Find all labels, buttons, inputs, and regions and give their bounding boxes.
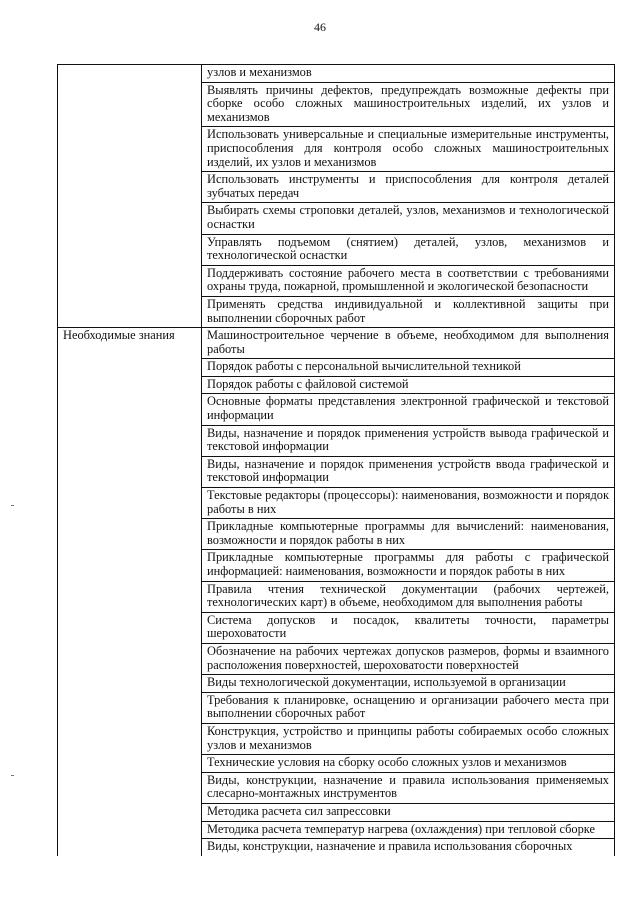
knowledge-item: Виды технологической документации, используемой в организации xyxy=(202,675,615,693)
scan-mark xyxy=(11,775,14,776)
skills-label-cell xyxy=(58,65,202,328)
skills-item: Использовать инструменты и приспособления для контроля деталей зубчатых передач xyxy=(202,172,615,203)
knowledge-item: Виды, конструкции, назначение и правила использования сборочных xyxy=(202,839,615,856)
skills-item: Поддерживать состояние рабочего места в соответствии с требованиями охраны труда, пожарной, промышленной и экологической безопасности xyxy=(202,265,615,296)
knowledge-item: Прикладные компьютерные программы для вычислений: наименования, возможности и порядок работы в них xyxy=(202,519,615,550)
knowledge-item: Виды, конструкции, назначение и правила использования применяемых слесарно-монтажных инструментов xyxy=(202,772,615,803)
table-row xyxy=(58,328,615,359)
knowledge-item: Текстовые редакторы (процессоры): наименования, возможности и порядок работы в них xyxy=(202,488,615,519)
knowledge-item: Виды, назначение и порядок применения устройств вывода графической и текстовой информации xyxy=(202,425,615,456)
knowledge-item: Система допусков и посадок, квалитеты точности, параметры шероховатости xyxy=(202,612,615,643)
knowledge-item: Прикладные компьютерные программы для работы с графической информацией: наименования, возможности и порядок работы в них xyxy=(202,550,615,581)
knowledge-label-cell xyxy=(58,328,202,856)
table-row xyxy=(58,65,615,83)
skills-item: Использовать универсальные и специальные измерительные инструменты, приспособления для контроля особо сложных машиностроительных изделий, их узлов и механизмов xyxy=(202,127,615,172)
knowledge-item: Машиностроительное черчение в объеме, необходимом для выполнения работы xyxy=(202,328,615,359)
knowledge-label: Необходимые знания xyxy=(63,328,175,343)
requirements-table xyxy=(57,64,615,856)
knowledge-item: Правила чтения технической документации (рабочих чертежей, технологических карт) в объеме, необходимом для выполнения работы xyxy=(202,581,615,612)
knowledge-item: Основные форматы представления электронной графической и текстовой информации xyxy=(202,394,615,425)
page-number: 46 xyxy=(314,20,326,34)
knowledge-item: Технические условия на сборку особо сложных узлов и механизмов xyxy=(202,755,615,773)
skills-item: узлов и механизмов xyxy=(202,65,615,83)
knowledge-item: Порядок работы с персональной вычислительной техникой xyxy=(202,359,615,377)
skills-item: Выбирать схемы строповки деталей, узлов, механизмов и технологической оснастки xyxy=(202,203,615,234)
skills-item: Управлять подъемом (снятием) деталей, узлов, механизмов и технологической оснастки xyxy=(202,234,615,265)
skills-item: Применять средства индивидуальной и коллективной защиты при выполнении сборочных работ xyxy=(202,296,615,327)
knowledge-item: Виды, назначение и порядок применения устройств ввода графической и текстовой информации xyxy=(202,456,615,487)
knowledge-item: Требования к планировке, оснащению и организации рабочего места при выполнении сборочных работ xyxy=(202,692,615,723)
scan-mark xyxy=(11,505,14,506)
knowledge-item: Порядок работы с файловой системой xyxy=(202,376,615,394)
knowledge-item: Конструкция, устройство и принципы работы собираемых особо сложных узлов и механизмов xyxy=(202,723,615,754)
knowledge-item: Методика расчета сил запрессовки xyxy=(202,803,615,821)
knowledge-item: Обозначение на рабочих чертежах допусков размеров, формы и взаимного расположения поверхностей, шероховатости поверхностей xyxy=(202,643,615,674)
skills-item: Выявлять причины дефектов, предупреждать возможные дефекты при сборке особо сложных машиностроительных изделий, их узлов и механизмов xyxy=(202,82,615,127)
knowledge-item: Методика расчета температур нагрева (охлаждения) при тепловой сборке xyxy=(202,821,615,839)
